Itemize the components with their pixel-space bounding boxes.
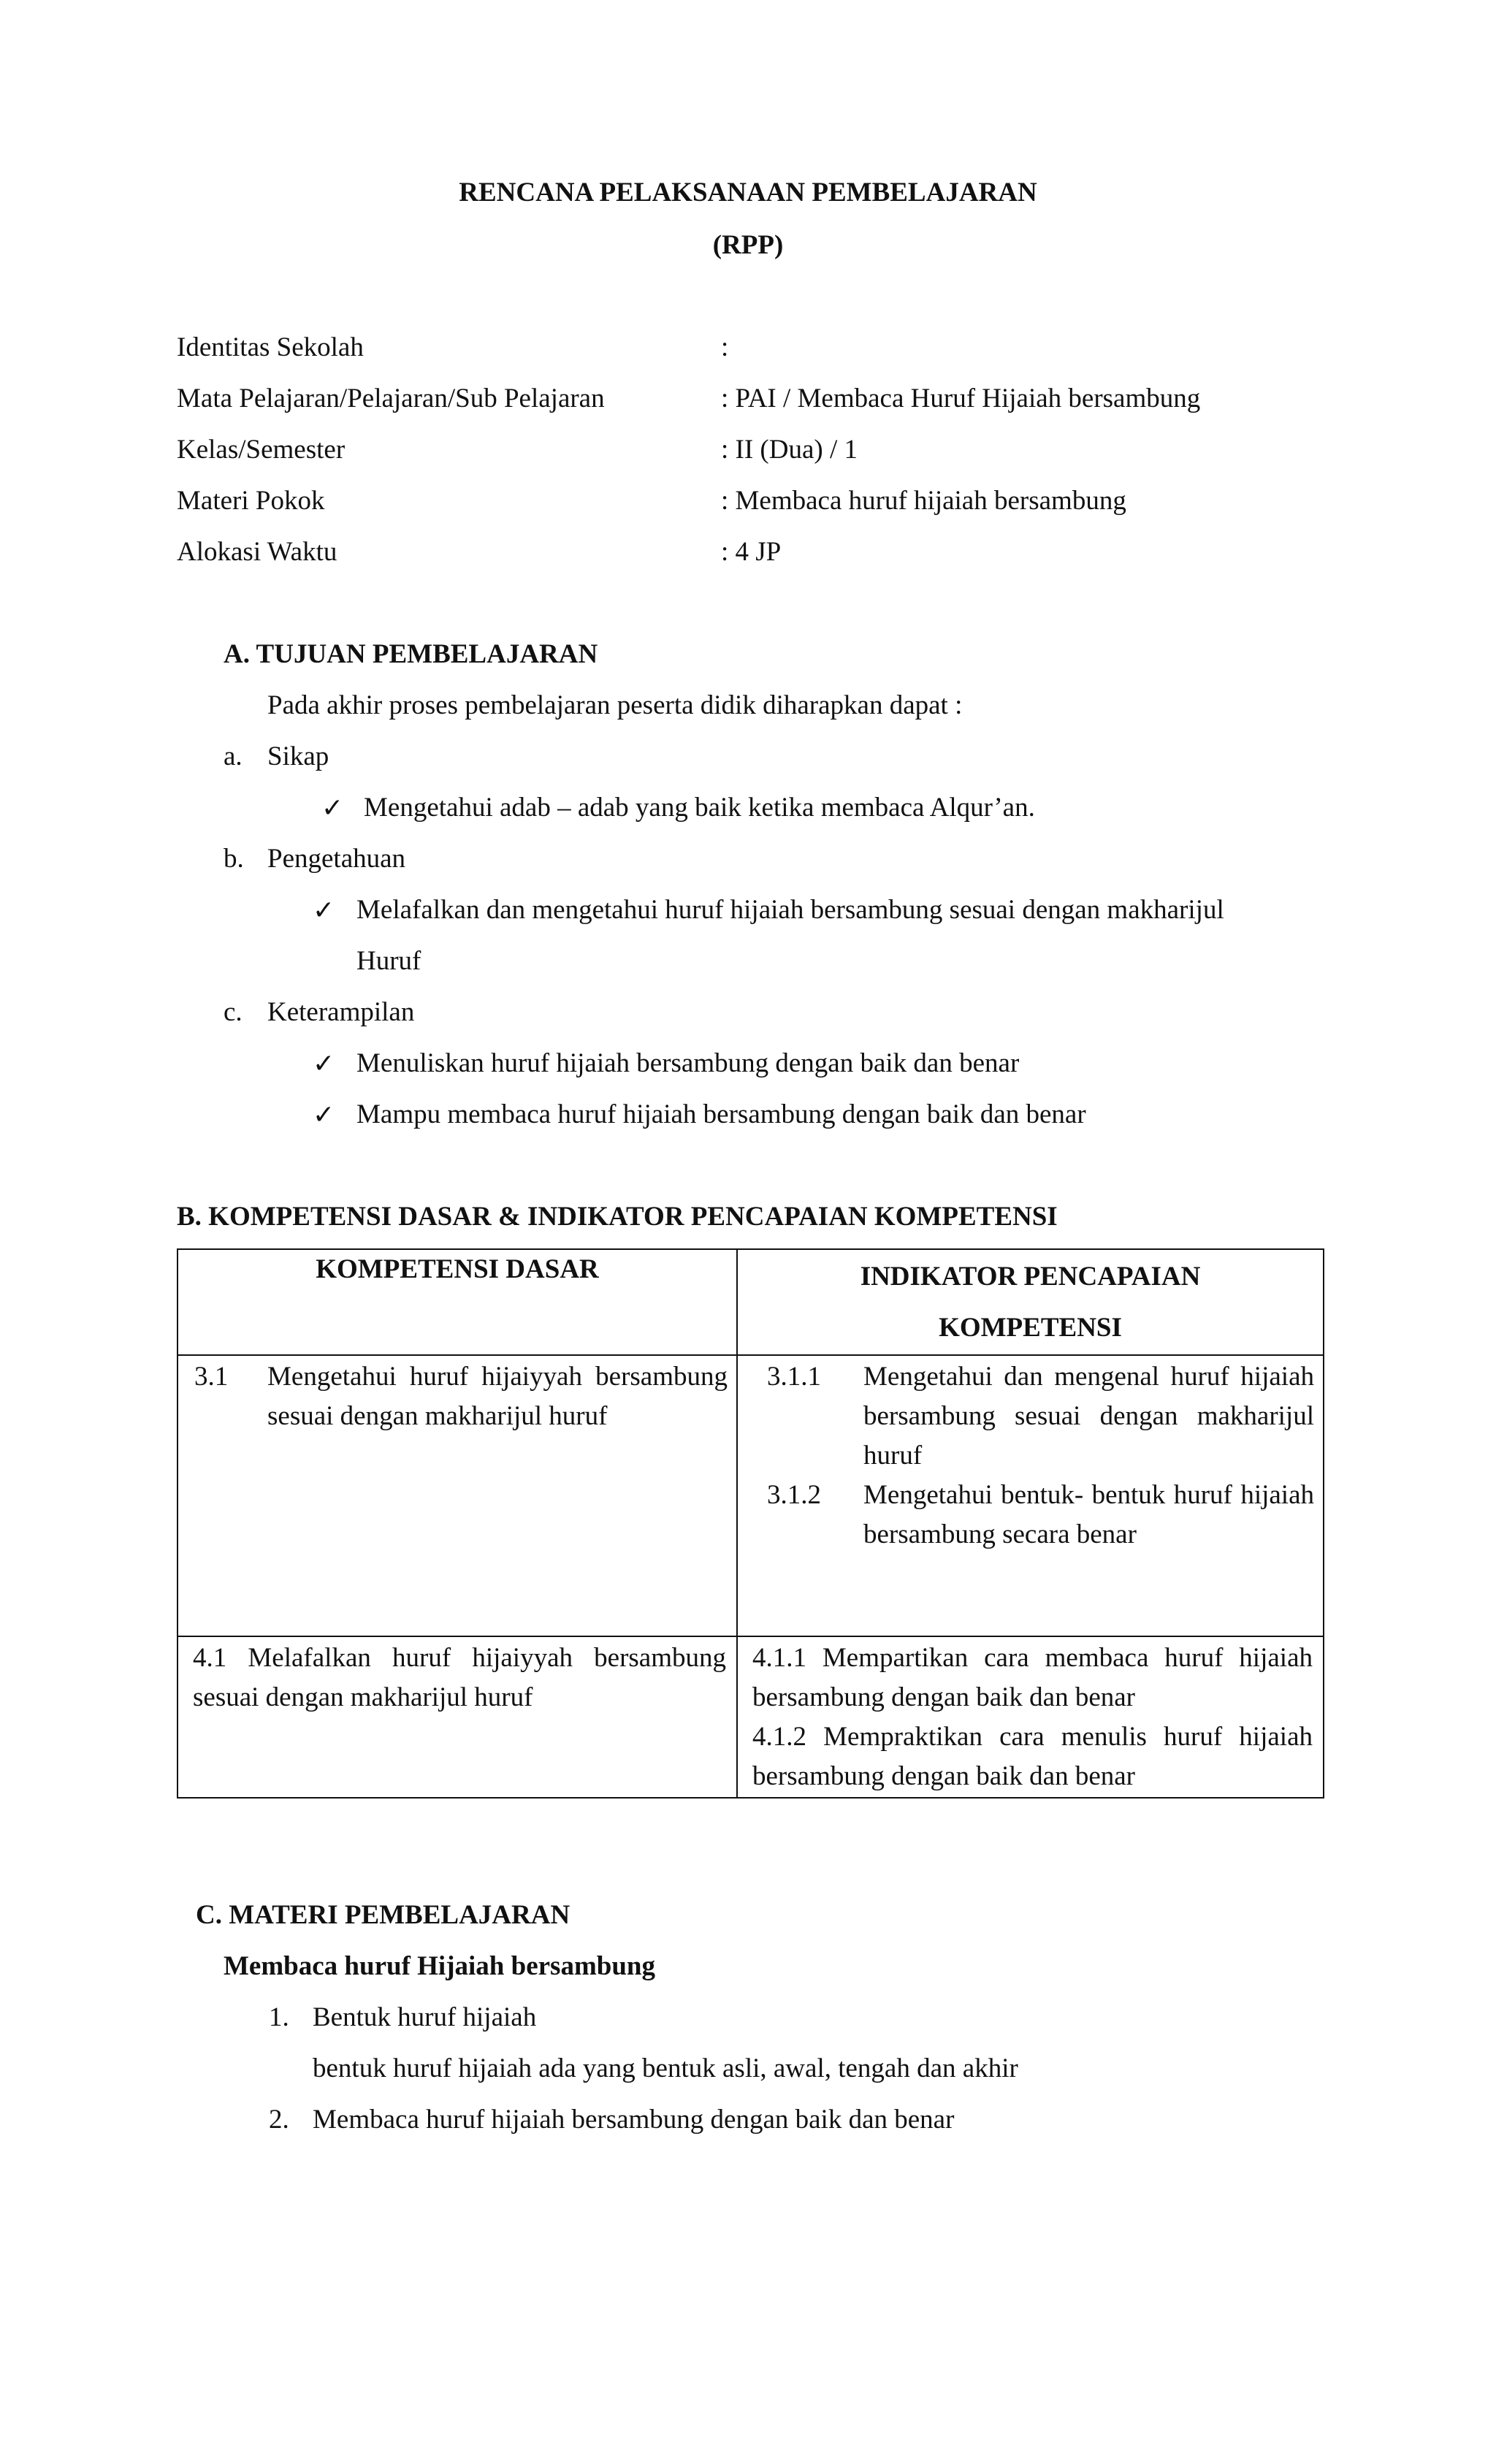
section-c-subheading: Membaca huruf Hijaiah bersambung	[224, 1951, 656, 1981]
indicator-number: 3.1.1	[767, 1361, 821, 1392]
indicator-number: 3.1.2	[767, 1479, 821, 1510]
identity-label-time: Alokasi Waktu	[177, 537, 337, 567]
table-row	[178, 1636, 1324, 1799]
kd-cell	[178, 1636, 737, 1799]
indicator-text: 4.1.1 Mempartikan cara membaca huruf hijaiah bersambung dengan baik dan benar	[752, 1642, 1313, 1712]
table-header-kd	[178, 1249, 737, 1355]
competency-table	[177, 1248, 1324, 1799]
section-a-heading: A. TUJUAN PEMBELAJARAN	[224, 639, 598, 669]
material-item-desc: bentuk huruf hijaiah ada yang bentuk asli, awal, tengah dan akhir	[313, 2053, 1018, 2083]
material-item-label: Membaca huruf hijaiah bersambung dengan baik dan benar	[313, 2105, 955, 2135]
table-header-indicator	[737, 1249, 1324, 1355]
section-b-heading: B. KOMPETENSI DASAR & INDIKATOR PENCAPAIAN KOMPETENSI	[177, 1202, 1058, 1232]
kd-text: 4.1 Melafalkan huruf hijaiyyah bersambung sesuai dengan makharijul huruf	[193, 1642, 726, 1712]
kd-cell	[178, 1355, 737, 1636]
keterampilan-item-2: Mampu membaca huruf hijaiah bersambung dengan baik dan benar	[356, 1099, 1086, 1129]
identity-label-subject: Mata Pelajaran/Pelajaran/Sub Pelajaran	[177, 384, 605, 413]
table-header-indicator-line1: INDIKATOR PENCAPAIAN	[860, 1262, 1201, 1292]
check-icon: ✓	[313, 896, 335, 925]
indicator-text: Mengetahui bentuk- bentuk huruf hijaiah bersambung secara benar	[863, 1479, 1314, 1549]
check-icon: ✓	[313, 1049, 335, 1078]
material-item-number: 1.	[269, 2002, 289, 2032]
pengetahuan-item-line1: Melafalkan dan mengetahui huruf hijaiah bersambung sesuai dengan makharijul	[356, 895, 1224, 925]
indicator-cell	[737, 1355, 1324, 1636]
material-item-number: 2.	[269, 2105, 289, 2135]
pengetahuan-label: Pengetahuan	[267, 844, 406, 874]
kd-number: 3.1	[194, 1361, 229, 1392]
identity-label-school: Identitas Sekolah	[177, 332, 364, 362]
sikap-item: Mengetahui adab – adab yang baik ketika membaca Alqur’an.	[364, 793, 1035, 823]
keterampilan-label: Keterampilan	[267, 997, 415, 1027]
indicator-cell	[737, 1636, 1324, 1799]
kd-text: Mengetahui huruf hijaiyyah bersambung sesuai dengan makharijul huruf	[267, 1361, 728, 1431]
identity-value-class: : II (Dua) / 1	[721, 435, 858, 465]
section-a-intro: Pada akhir proses pembelajaran peserta didik diharapkan dapat :	[267, 690, 963, 720]
identity-value-school: :	[721, 332, 729, 362]
keterampilan-item-1: Menuliskan huruf hijaiah bersambung dengan baik dan benar	[356, 1048, 1020, 1078]
pengetahuan-marker: b.	[224, 844, 244, 874]
sikap-marker: a.	[224, 741, 243, 771]
indicator-text: Mengetahui dan mengenal huruf hijaiah bersambung sesuai dengan makharijul huruf	[863, 1361, 1314, 1471]
identity-label-topic: Materi Pokok	[177, 486, 325, 516]
document-subtitle: (RPP)	[712, 230, 784, 260]
table-row	[178, 1355, 1324, 1636]
keterampilan-marker: c.	[224, 997, 243, 1027]
check-icon: ✓	[321, 793, 344, 823]
identity-value-time: : 4 JP	[721, 537, 782, 567]
identity-value-subject: : PAI / Membaca Huruf Hijaiah bersambung	[721, 384, 1201, 413]
section-c-heading: C. MATERI PEMBELAJARAN	[196, 1900, 570, 1930]
identity-value-topic: : Membaca huruf hijaiah bersambung	[721, 486, 1126, 516]
document-title: RENCANA PELAKSANAAN PEMBELAJARAN	[459, 178, 1037, 207]
identity-label-class: Kelas/Semester	[177, 435, 346, 465]
check-icon: ✓	[313, 1100, 335, 1129]
table-header-row	[178, 1249, 1324, 1355]
material-item-label: Bentuk huruf hijaiah	[313, 2002, 537, 2032]
sikap-label: Sikap	[267, 741, 329, 771]
pengetahuan-item-line2: Huruf	[356, 946, 421, 976]
table-header-kd-label: KOMPETENSI DASAR	[316, 1254, 599, 1284]
indicator-text: 4.1.2 Mempraktikan cara menulis huruf hijaiah bersambung dengan baik dan benar	[752, 1721, 1313, 1791]
table-header-indicator-line2: KOMPETENSI	[939, 1313, 1122, 1343]
